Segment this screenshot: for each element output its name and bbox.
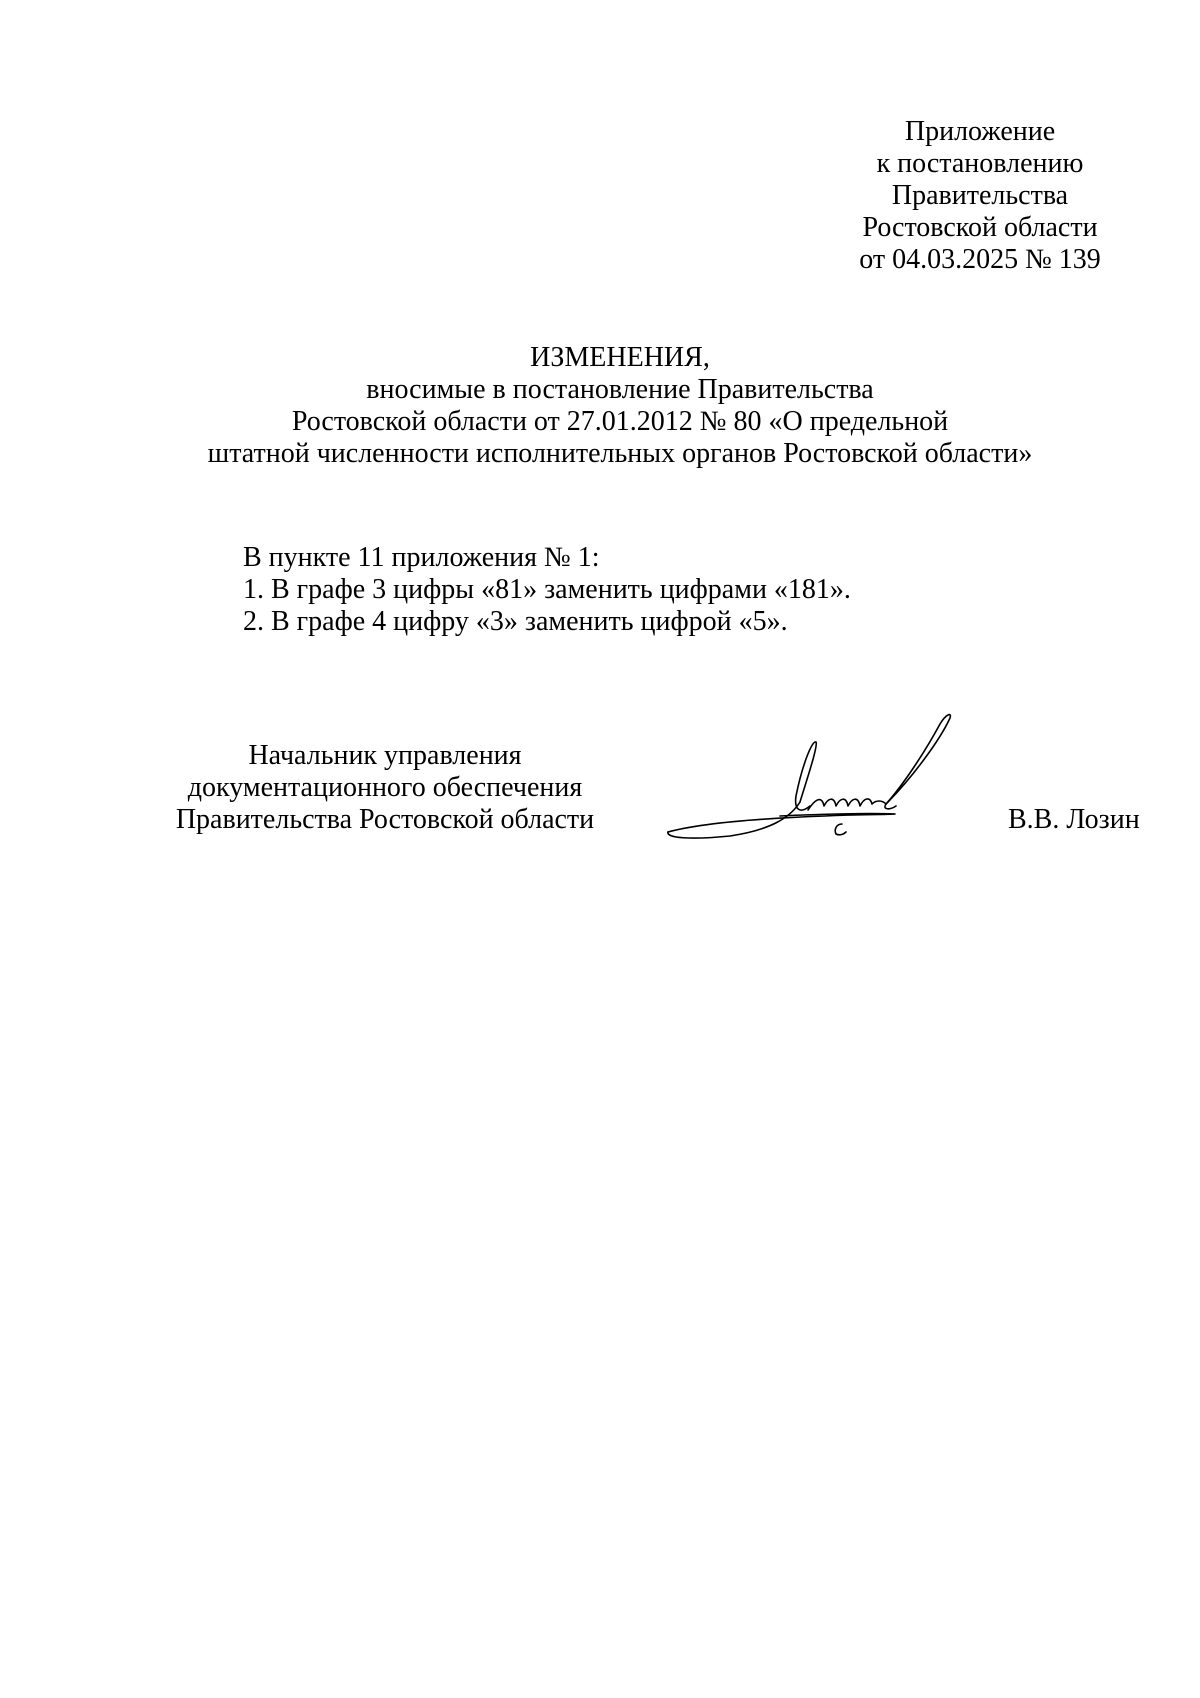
signer-position bbox=[160, 740, 610, 836]
appendix-line: к постановлению bbox=[876, 148, 1084, 179]
appendix-line: Приложение bbox=[904, 116, 1056, 147]
appendix-date-number: от 04.03.2025 № 139 bbox=[859, 244, 1101, 275]
title-heading: ИЗМЕНЕНИЯ, bbox=[530, 342, 710, 373]
body-intro: В пункте 11 приложения № 1: bbox=[243, 542, 600, 573]
title-line: штатной численности исполнительных органов Ростовской области» bbox=[207, 438, 1033, 469]
title-line: Ростовской области от 27.01.2012 № 80 «О предельной bbox=[291, 406, 949, 437]
title-line: вносимые в постановление Правительства bbox=[366, 374, 874, 405]
body-item: 2. В графе 4 цифру «3» заменить цифрой «5». bbox=[243, 606, 788, 637]
signer-name: В.В. Лозин bbox=[1008, 804, 1140, 835]
document-body bbox=[243, 542, 1123, 638]
appendix-line: Ростовской области bbox=[862, 212, 1098, 243]
position-line: Начальник управления bbox=[248, 740, 522, 771]
body-item: 1. В графе 3 цифры «81» заменить цифрами «181». bbox=[243, 574, 851, 605]
position-line: документационного обеспечения bbox=[187, 772, 583, 803]
document-title bbox=[180, 342, 1060, 470]
handwritten-signature bbox=[650, 706, 980, 852]
appendix-header bbox=[840, 116, 1120, 276]
appendix-line: Правительства bbox=[891, 180, 1069, 211]
position-line: Правительства Ростовской области bbox=[175, 804, 595, 835]
